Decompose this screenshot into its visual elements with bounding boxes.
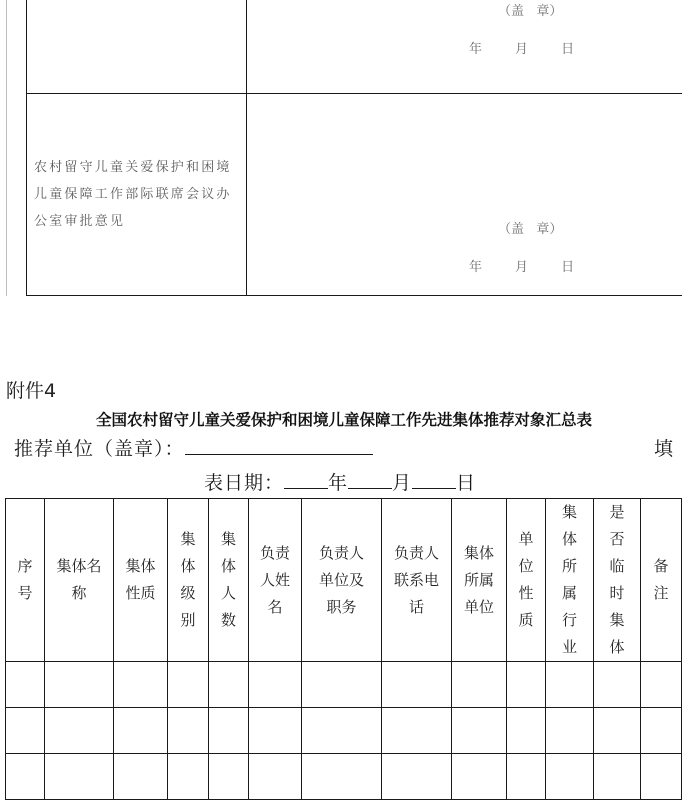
table-cell[interactable] <box>507 754 546 800</box>
header-cell: 集体级别 <box>168 499 209 662</box>
month-field[interactable] <box>348 470 392 489</box>
header-cell: 集体名称 <box>45 499 114 662</box>
table-cell[interactable] <box>168 662 209 708</box>
table-cell[interactable] <box>45 754 114 800</box>
table-cell[interactable] <box>507 662 546 708</box>
table-cell[interactable] <box>302 708 382 754</box>
table-cell[interactable] <box>507 708 546 754</box>
fill-date-line <box>204 468 476 495</box>
table-cell[interactable] <box>168 708 209 754</box>
header-cell: 负责人联系电话 <box>382 499 452 662</box>
table-cell[interactable] <box>249 708 302 754</box>
table-cell[interactable] <box>302 754 382 800</box>
table-cell[interactable] <box>382 662 452 708</box>
table-cell[interactable] <box>45 708 114 754</box>
table-cell[interactable] <box>6 754 45 800</box>
table-cell[interactable] <box>209 754 249 800</box>
table-cell[interactable] <box>546 662 594 708</box>
header-cell: 序号 <box>6 499 45 662</box>
day-field[interactable] <box>412 470 456 489</box>
table-row <box>6 662 682 708</box>
table-row <box>6 708 682 754</box>
header-cell: 负责人单位及职务 <box>302 499 382 662</box>
row-divider <box>26 93 682 94</box>
table-cell[interactable] <box>382 754 452 800</box>
table-border-bottom <box>26 295 682 296</box>
table-cell[interactable] <box>641 754 682 800</box>
header-cell: 是否临时集体 <box>594 499 641 662</box>
page-title: 全国农村留守儿童关爱保护和困境儿童保障工作先进集体推荐对象汇总表 <box>95 411 592 429</box>
month-unit: 月 <box>392 472 413 494</box>
year-field[interactable] <box>284 470 328 489</box>
table-cell[interactable] <box>382 708 452 754</box>
table-cell[interactable] <box>6 662 45 708</box>
header-cell: 集体所属行业 <box>546 499 594 662</box>
table-cell[interactable] <box>594 662 641 708</box>
table-cell[interactable] <box>546 708 594 754</box>
header-cell: 负责人姓名 <box>249 499 302 662</box>
table-cell[interactable] <box>546 754 594 800</box>
table-cell[interactable] <box>249 754 302 800</box>
year-unit: 年 <box>328 472 349 494</box>
header-cell: 集体所属单位 <box>452 499 507 662</box>
summary-table <box>5 498 682 800</box>
table-cell[interactable] <box>302 662 382 708</box>
fill-date-label: 表日期： <box>204 472 285 494</box>
table-cell[interactable] <box>452 754 507 800</box>
header-cell: 集体性质 <box>114 499 168 662</box>
table-divider <box>246 0 247 296</box>
table-cell[interactable] <box>452 708 507 754</box>
recommending-unit-field[interactable] <box>185 436 373 455</box>
annex-label: 附件4 <box>6 380 57 402</box>
left-margin-line <box>6 0 7 296</box>
table-cell[interactable] <box>452 662 507 708</box>
stamp-placeholder-lower: （盖 章） <box>498 222 563 237</box>
table-cell[interactable] <box>114 754 168 800</box>
stamp-placeholder-upper: （盖 章） <box>498 4 563 19</box>
header-row <box>6 499 682 662</box>
table-cell[interactable] <box>114 708 168 754</box>
table-cell[interactable] <box>114 662 168 708</box>
date-placeholder-upper: 年 月 日 <box>469 42 575 57</box>
fill-label: 填 <box>654 438 674 460</box>
table-cell[interactable] <box>45 662 114 708</box>
recommending-unit-label: 推荐单位（盖章）： <box>14 438 185 460</box>
recommending-unit-line <box>14 434 373 461</box>
approval-opinion-label: 农村留守儿童关爱保护和困境儿童保障工作部际联席会议办公室审批意见 <box>34 160 232 229</box>
table-border-left <box>26 0 27 296</box>
header-cell: 备注 <box>641 499 682 662</box>
table-cell[interactable] <box>641 662 682 708</box>
table-cell[interactable] <box>6 708 45 754</box>
table-row <box>6 754 682 800</box>
table-cell[interactable] <box>641 708 682 754</box>
date-placeholder-lower: 年 月 日 <box>469 260 575 275</box>
table-cell[interactable] <box>209 708 249 754</box>
table-cell[interactable] <box>209 662 249 708</box>
table-cell[interactable] <box>594 708 641 754</box>
table-cell[interactable] <box>249 662 302 708</box>
header-cell: 单位性质 <box>507 499 546 662</box>
table-cell[interactable] <box>594 754 641 800</box>
table-cell[interactable] <box>168 754 209 800</box>
header-cell: 集体人数 <box>209 499 249 662</box>
day-unit: 日 <box>456 472 477 494</box>
